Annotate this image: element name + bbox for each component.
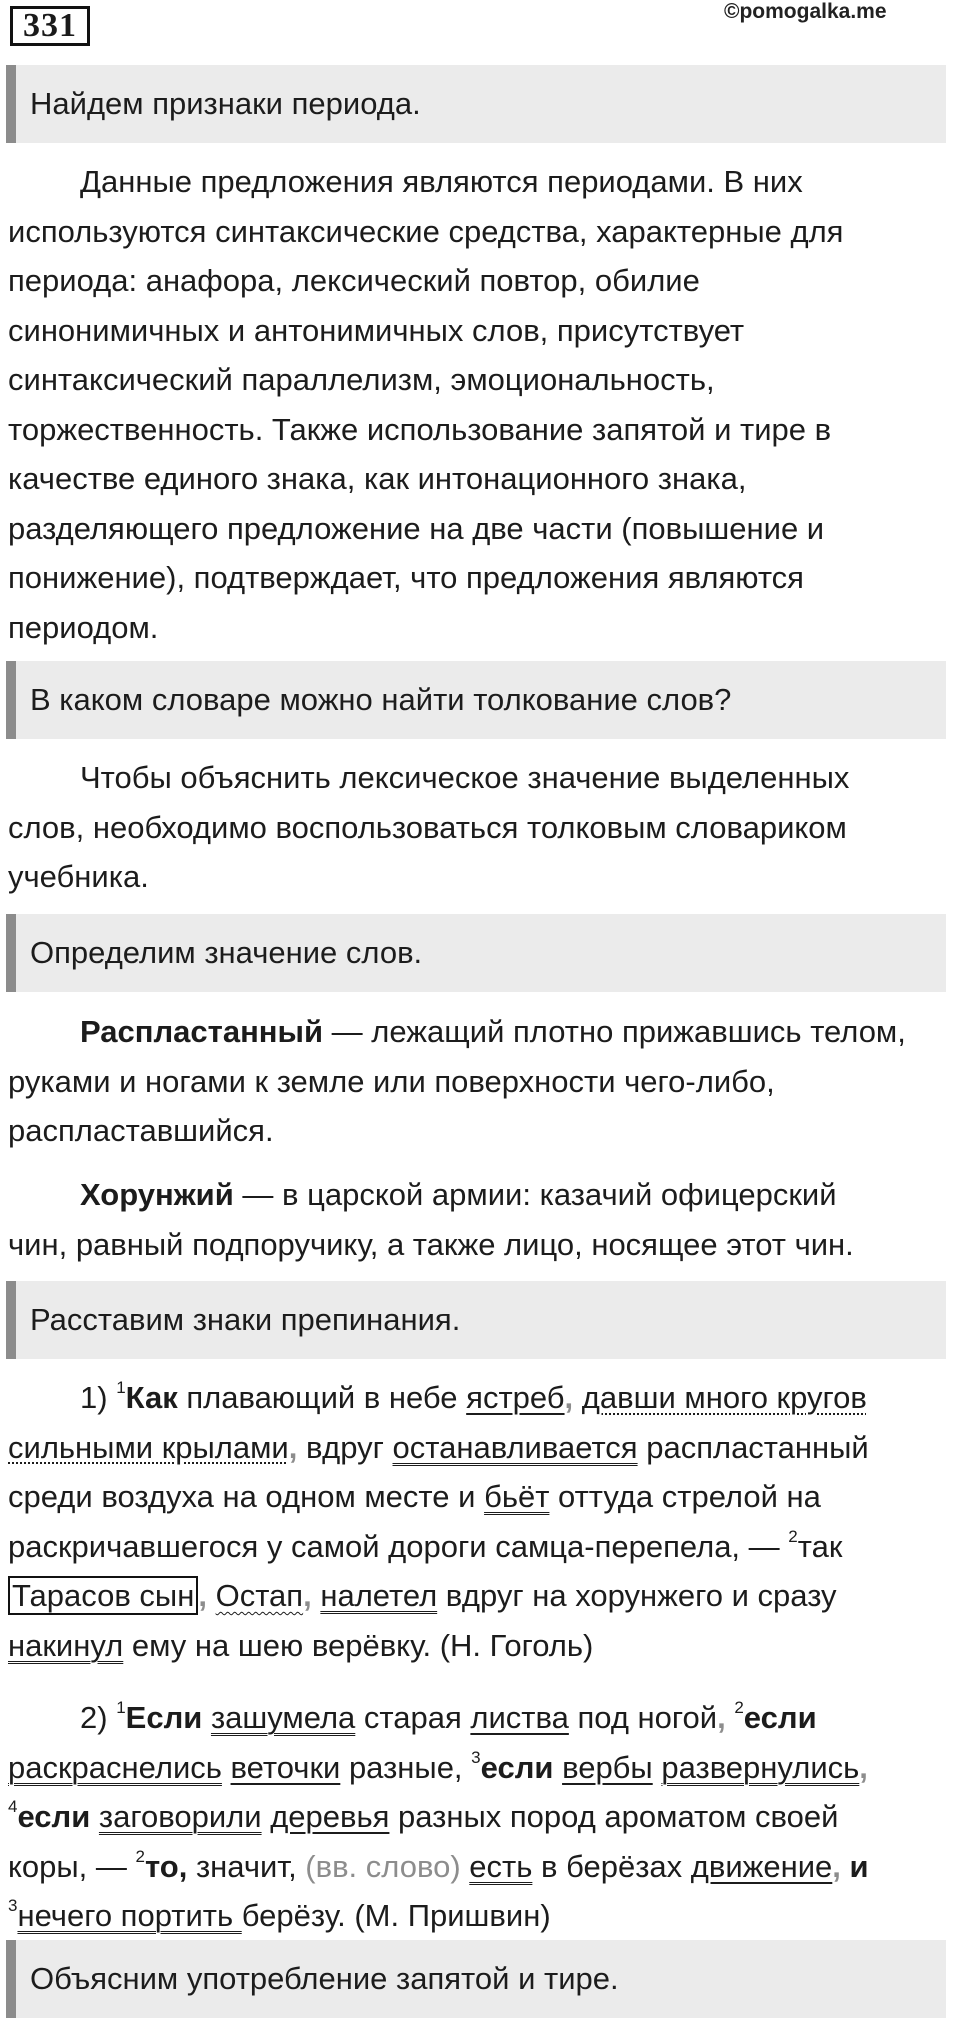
boxed-phrase: Тарасов сын	[8, 1576, 198, 1615]
example-sentence-1	[8, 1373, 953, 1670]
example-sentence-2	[8, 1693, 953, 1941]
clause-index: 2	[788, 1526, 798, 1546]
predicate-word: нечего портить	[17, 1898, 242, 1933]
defined-term: Хорунжий	[80, 1177, 234, 1212]
section-heading-punctuation: Расставим знаки препинания.	[6, 1281, 946, 1359]
text-run	[202, 1700, 211, 1735]
subject-word: ястреб	[466, 1380, 565, 1415]
section-heading-dictionary: В каком словаре можно найти толкование слов?	[6, 661, 946, 739]
text-run: плавающий в небе	[177, 1380, 467, 1415]
clause-index: 3	[471, 1747, 481, 1767]
text-line: торжественность. Также использование запятой и тире в	[8, 411, 832, 447]
text-run: разных пород ароматом своей	[389, 1799, 839, 1834]
text-run: так	[797, 1528, 843, 1564]
text-run: под ногой	[568, 1700, 718, 1735]
text-run: вдруг	[297, 1429, 393, 1465]
text-run	[222, 1750, 231, 1785]
text-line: понижение), подтверждает, что предложения являются	[8, 560, 804, 595]
text-line: Чтобы объяснить лексическое значение выделенных	[80, 760, 850, 795]
definition-rasplastanny	[8, 1007, 953, 1156]
inserted-comma: ,	[288, 1429, 298, 1465]
appositive-word: Остап	[215, 1578, 304, 1613]
subject-word: листва	[470, 1700, 569, 1735]
section-heading-comma-dash: Объясним употребление запятой и тире.	[6, 1940, 946, 2018]
participle-phrase: давши много кругов	[581, 1380, 867, 1415]
text-line: периода: анафора, лексический повтор, обилие	[8, 263, 700, 298]
text-run	[90, 1799, 99, 1834]
clause-index: 1	[116, 1698, 126, 1717]
item-number: 1)	[80, 1380, 117, 1415]
predicate-word: налетел	[320, 1578, 438, 1613]
inserted-comma: ,	[564, 1380, 574, 1415]
subject-word: веточки	[230, 1749, 341, 1785]
text-line: качестве единого знака, как интонационного знака,	[8, 461, 747, 496]
text-line: руками и ногами к земле или поверхности чего-либо,	[8, 1063, 775, 1099]
inserted-comma: ,	[832, 1848, 841, 1884]
clause-index: 3	[8, 1896, 18, 1915]
text-run: раскричавшегося у самой дороги самца-перепела, —	[8, 1528, 789, 1564]
site-watermark: ©pomogalka.me	[724, 0, 887, 23]
conjunction: и	[840, 1848, 869, 1884]
clause-index: 1	[116, 1378, 126, 1397]
paragraph-period-explanation	[8, 157, 953, 652]
exercise-number: 331	[10, 6, 90, 46]
conjunction: то	[144, 1848, 179, 1884]
predicate-word: останавливается	[392, 1429, 638, 1465]
text-run	[573, 1380, 582, 1415]
predicate-word: есть	[469, 1848, 533, 1884]
text-run	[553, 1750, 562, 1785]
predicate-word: бьёт	[484, 1479, 550, 1514]
text-line: разделяющего предложение на две части (повышение и	[8, 510, 825, 546]
text-run: среди воздуха на одном месте и	[8, 1479, 485, 1514]
definition-text: — в царской армии: казачий офицерский	[233, 1177, 837, 1212]
text-run	[207, 1578, 216, 1613]
text-run: старая	[355, 1700, 471, 1735]
clause-index: 2	[135, 1846, 145, 1866]
text-run: распластанный	[637, 1429, 869, 1465]
conjunction: если	[17, 1799, 91, 1834]
predicate-word: развернулись	[661, 1749, 860, 1785]
text-line: синонимичных и антонимичных слов, присутствует	[8, 312, 745, 348]
predicate-word: зашумела	[210, 1700, 356, 1735]
text-run: значит,	[187, 1848, 306, 1884]
predicate-word: раскраснелись	[8, 1749, 222, 1785]
predicate-word: заговорили	[98, 1799, 262, 1834]
inserted-comma: ,	[859, 1749, 868, 1785]
text-run: в берёзах	[532, 1848, 691, 1884]
text-line: используются синтаксические средства, характерные для	[8, 213, 844, 249]
conjunction: Если	[125, 1700, 203, 1735]
clause-index: 4	[8, 1797, 18, 1816]
text-run: разные,	[340, 1749, 472, 1785]
item-number: 2)	[80, 1700, 117, 1735]
inserted-comma: ,	[198, 1578, 207, 1613]
text-run	[461, 1849, 470, 1884]
text-run: коры, —	[8, 1848, 136, 1884]
clause-index: 2	[734, 1698, 744, 1717]
inserted-comma: ,	[717, 1700, 726, 1735]
text-run: оттуда стрелой на	[549, 1479, 821, 1514]
comma: ,	[178, 1848, 188, 1884]
text-line: слов, необходимо воспользоваться толковым словариком	[8, 809, 847, 845]
participle-phrase: сильными крылами	[8, 1429, 289, 1465]
predicate-word: накинул	[8, 1627, 124, 1663]
text-line: синтаксический параллелизм, эмоциональность,	[8, 362, 715, 397]
text-line: Данные предложения являются периодами. В них	[80, 164, 803, 199]
conjunction: если	[480, 1749, 554, 1785]
conjunction: Как	[125, 1380, 178, 1415]
inserted-comma: ,	[303, 1578, 312, 1613]
section-heading-meanings: Определим значение слов.	[6, 914, 946, 992]
text-run: вдруг на хорунжего и сразу	[437, 1578, 837, 1613]
parenthetical-note: (вв. слово)	[305, 1848, 461, 1884]
definition-khorunzhiy	[8, 1170, 953, 1269]
subject-word: движение	[690, 1848, 833, 1884]
defined-term: Распластанный	[80, 1014, 324, 1049]
paragraph-dictionary	[8, 753, 953, 902]
text-line: учебника.	[8, 859, 149, 894]
conjunction: если	[743, 1700, 817, 1735]
text-line: периодом.	[8, 609, 159, 645]
section-heading-period: Найдем признаки периода.	[6, 65, 946, 143]
text-line: чин, равный подпоручику, а также лицо, носящее этот чин.	[8, 1226, 854, 1262]
subject-word: вербы	[562, 1749, 653, 1785]
definition-text: — лежащий плотно прижавшись телом,	[323, 1014, 906, 1049]
text-line: распластавшийся.	[8, 1113, 274, 1148]
subject-word: деревья	[270, 1799, 390, 1834]
text-run: берёзу. (М. Пришвин)	[241, 1898, 551, 1933]
text-run	[262, 1799, 271, 1834]
text-run: ему на шею верёвку. (Н. Гоголь)	[123, 1627, 594, 1663]
